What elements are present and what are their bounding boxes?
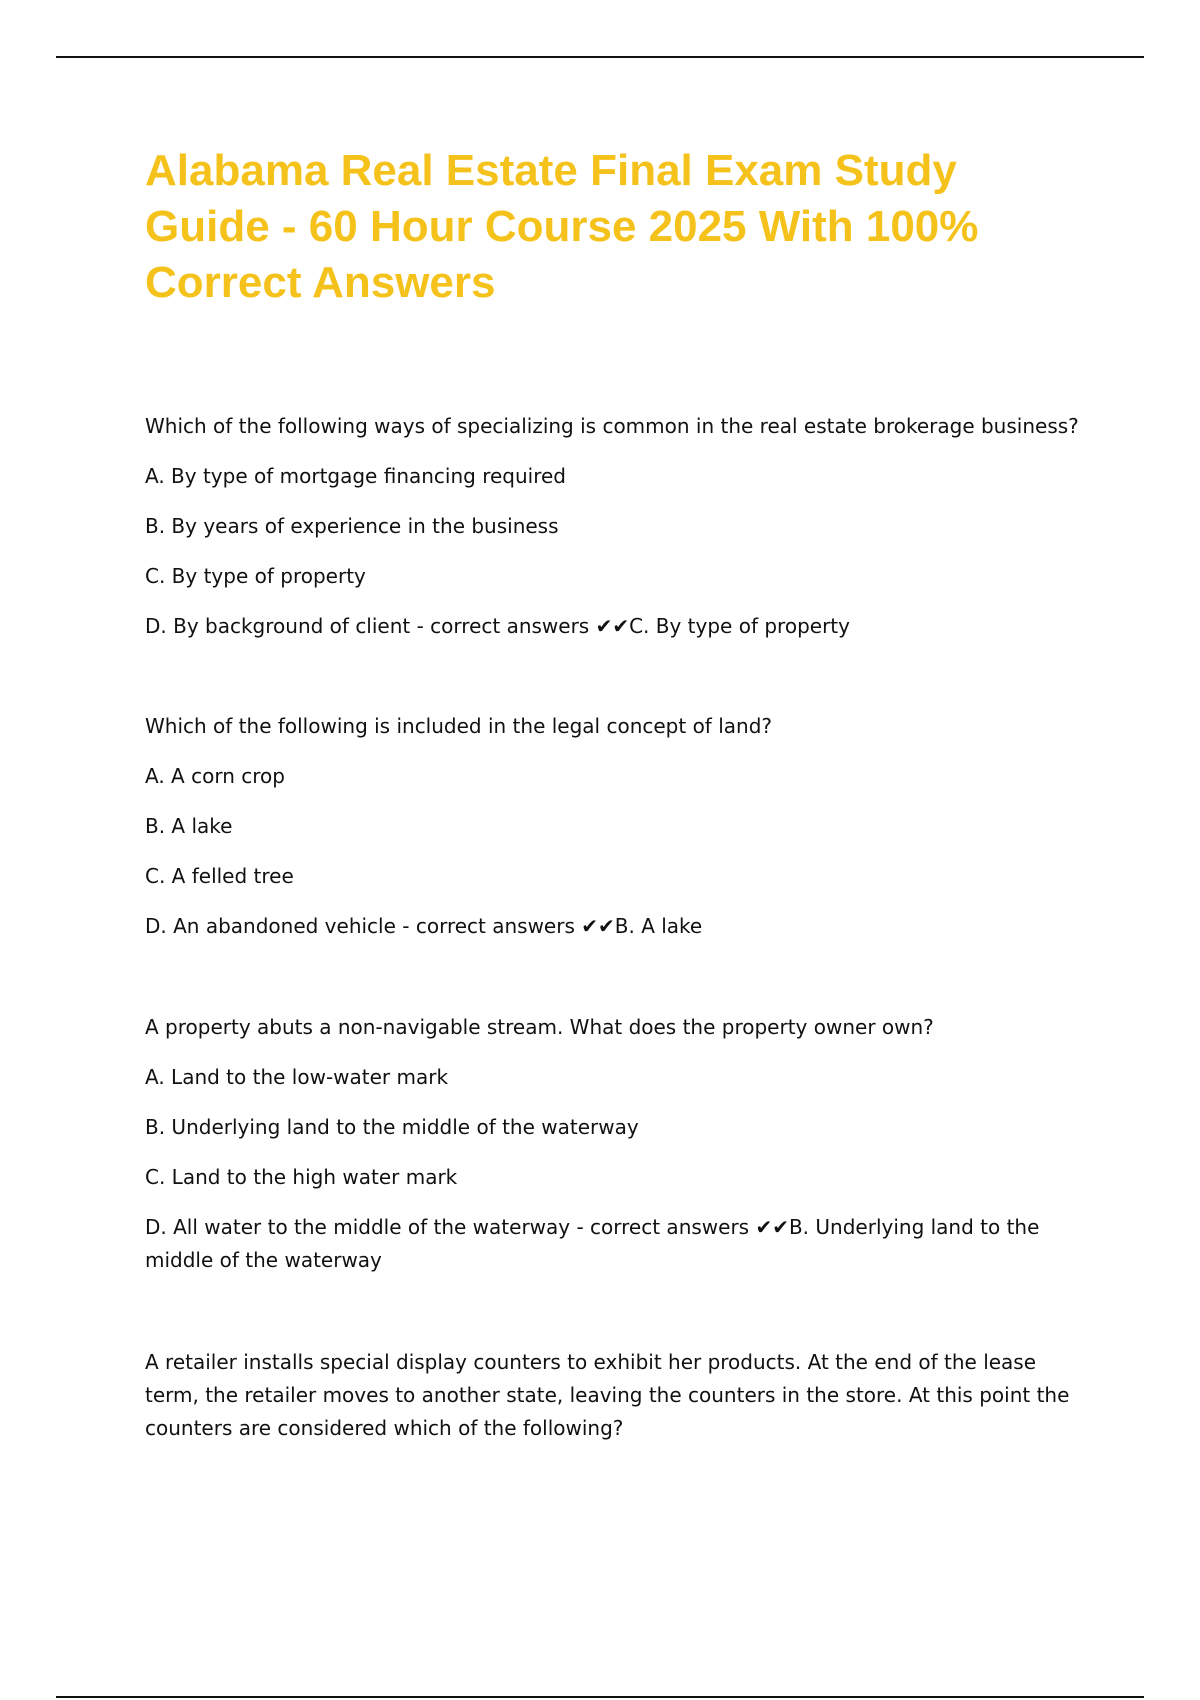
answer-option-d: D. By background of client - correct answers ✔✔C. By type of property [145, 614, 850, 638]
answer-option-a: A. A corn crop [145, 764, 285, 788]
question-text: A retailer installs special display counters to exhibit her products. At the end of the lease term, the retailer moves to another state, leaving the counters in the store. At this point the counters are considered which of the following? [145, 1350, 1070, 1440]
answer-option-a: A. By type of mortgage financing required [145, 464, 567, 488]
answer-option-d: D. All water to the middle of the waterway - correct answers ✔✔B. Underlying land to the middle of the waterway [145, 1215, 1040, 1272]
question-3 [145, 1011, 1085, 1277]
question-text: Which of the following ways of specializing is common in the real estate brokerage business? [145, 414, 1079, 438]
answer-option-c: C. By type of property [145, 564, 366, 588]
answer-option-a: A. Land to the low-water mark [145, 1065, 449, 1089]
answer-option-c: C. A felled tree [145, 864, 294, 888]
question-text: Which of the following is included in the legal concept of land? [145, 714, 773, 738]
question-1 [145, 410, 1085, 643]
answer-option-d: D. An abandoned vehicle - correct answers ✔✔B. A lake [145, 914, 703, 938]
answer-option-b: B. Underlying land to the middle of the waterway [145, 1115, 639, 1139]
document-title: Alabama Real Estate Final Exam Study Guide - 60 Hour Course 2025 With 100% Correct Answers [145, 146, 979, 307]
question-2 [145, 710, 1085, 943]
question-text: A property abuts a non-navigable stream. What does the property owner own? [145, 1015, 934, 1039]
bottom-rule [56, 1696, 1144, 1698]
answer-option-c: C. Land to the high water mark [145, 1165, 458, 1189]
answer-option-b: B. By years of experience in the business [145, 514, 559, 538]
top-rule [56, 56, 1144, 58]
answer-option-b: B. A lake [145, 814, 233, 838]
question-4 [145, 1346, 1085, 1462]
